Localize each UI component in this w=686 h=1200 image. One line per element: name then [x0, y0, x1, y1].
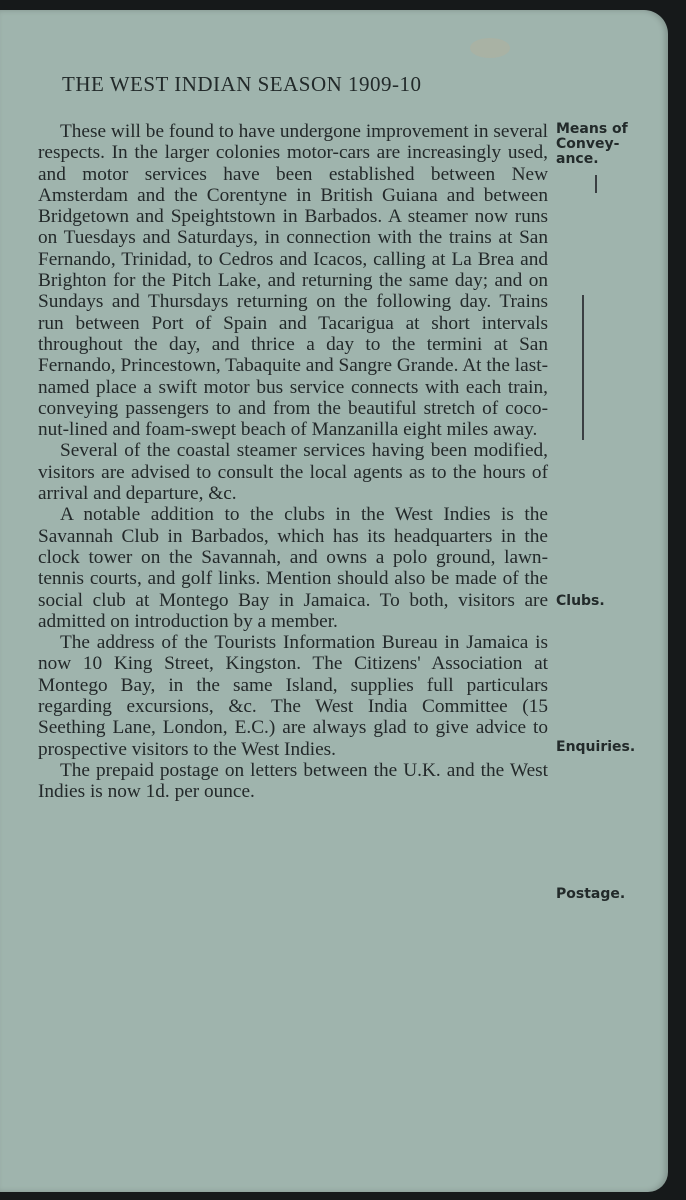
- margin-note-postage: Postage.: [556, 886, 626, 902]
- paragraph-coastal-steamers: Several of the coastal steamer services having been modified, visitors are advised to consult the local agents as to the hours of arrival and departure, &c.: [38, 440, 548, 505]
- pencil-margin-line: [582, 295, 584, 440]
- pencil-mark: [595, 175, 597, 193]
- margin-note-clubs: Clubs.: [556, 593, 605, 609]
- margin-note-conveyance: Means of Convey-ance.: [556, 121, 628, 167]
- paragraph-clubs: A notable addition to the clubs in the West Indies is the Savannah Club in Barbados, which has its headquarters in the clock tower on the Savannah, and owns a polo ground, lawn-tennis courts, and golf links. Mention should also be made of the social club at Montego Bay in Jamaica. To both, visitors are admitted on introduction by a member.: [38, 504, 548, 632]
- page-header: THE WEST INDIAN SEASON 1909-10: [62, 72, 422, 96]
- margin-note-enquiries: Enquiries.: [556, 739, 636, 755]
- paragraph-enquiries: The address of the Tourists Information Bureau in Jamaica is now 10 King Street, Kingston. The Citizens' Association at Montego Bay, in the same Island, supplies full particulars regarding excursions, &c. The West India Committee (15 Seething Lane, London, E.C.) are always glad to give advice to prospective visitors to the West Indies.: [38, 632, 548, 760]
- paragraph-conveyance: These will be found to have undergone improvement in several respects. In the larger colonies motor-cars are increasingly used, and motor services have been established between New Amsterdam and the Corentyne in British Guiana and between Bridgetown and Speightstown in Barbados. A steamer now runs on Tuesdays and Saturdays, in connection with the trains at San Fernando, Trinidad, to Cedros and Icacos, calling at La Brea and Brighton for the Pitch Lake, and returning the same day; and on Sundays and Thursdays returning on the following day. Trains run between Port of Spain and Tacarigua at short intervals throughout the day, and thrice a day to the termini at San Fernando, Princestown, Tabaquite and Sangre Grande. At the last-named place a swift motor bus service connects with each train, conveying passengers to and from the beautiful stretch of coco-nut-lined and foam-swept beach of Manzanilla eight miles away.: [38, 121, 548, 441]
- body-text: [38, 121, 548, 803]
- paragraph-postage: The prepaid postage on letters between the U.K. and the West Indies is now 1d. per ounce.: [38, 759, 548, 803]
- paper-stain: [470, 38, 510, 58]
